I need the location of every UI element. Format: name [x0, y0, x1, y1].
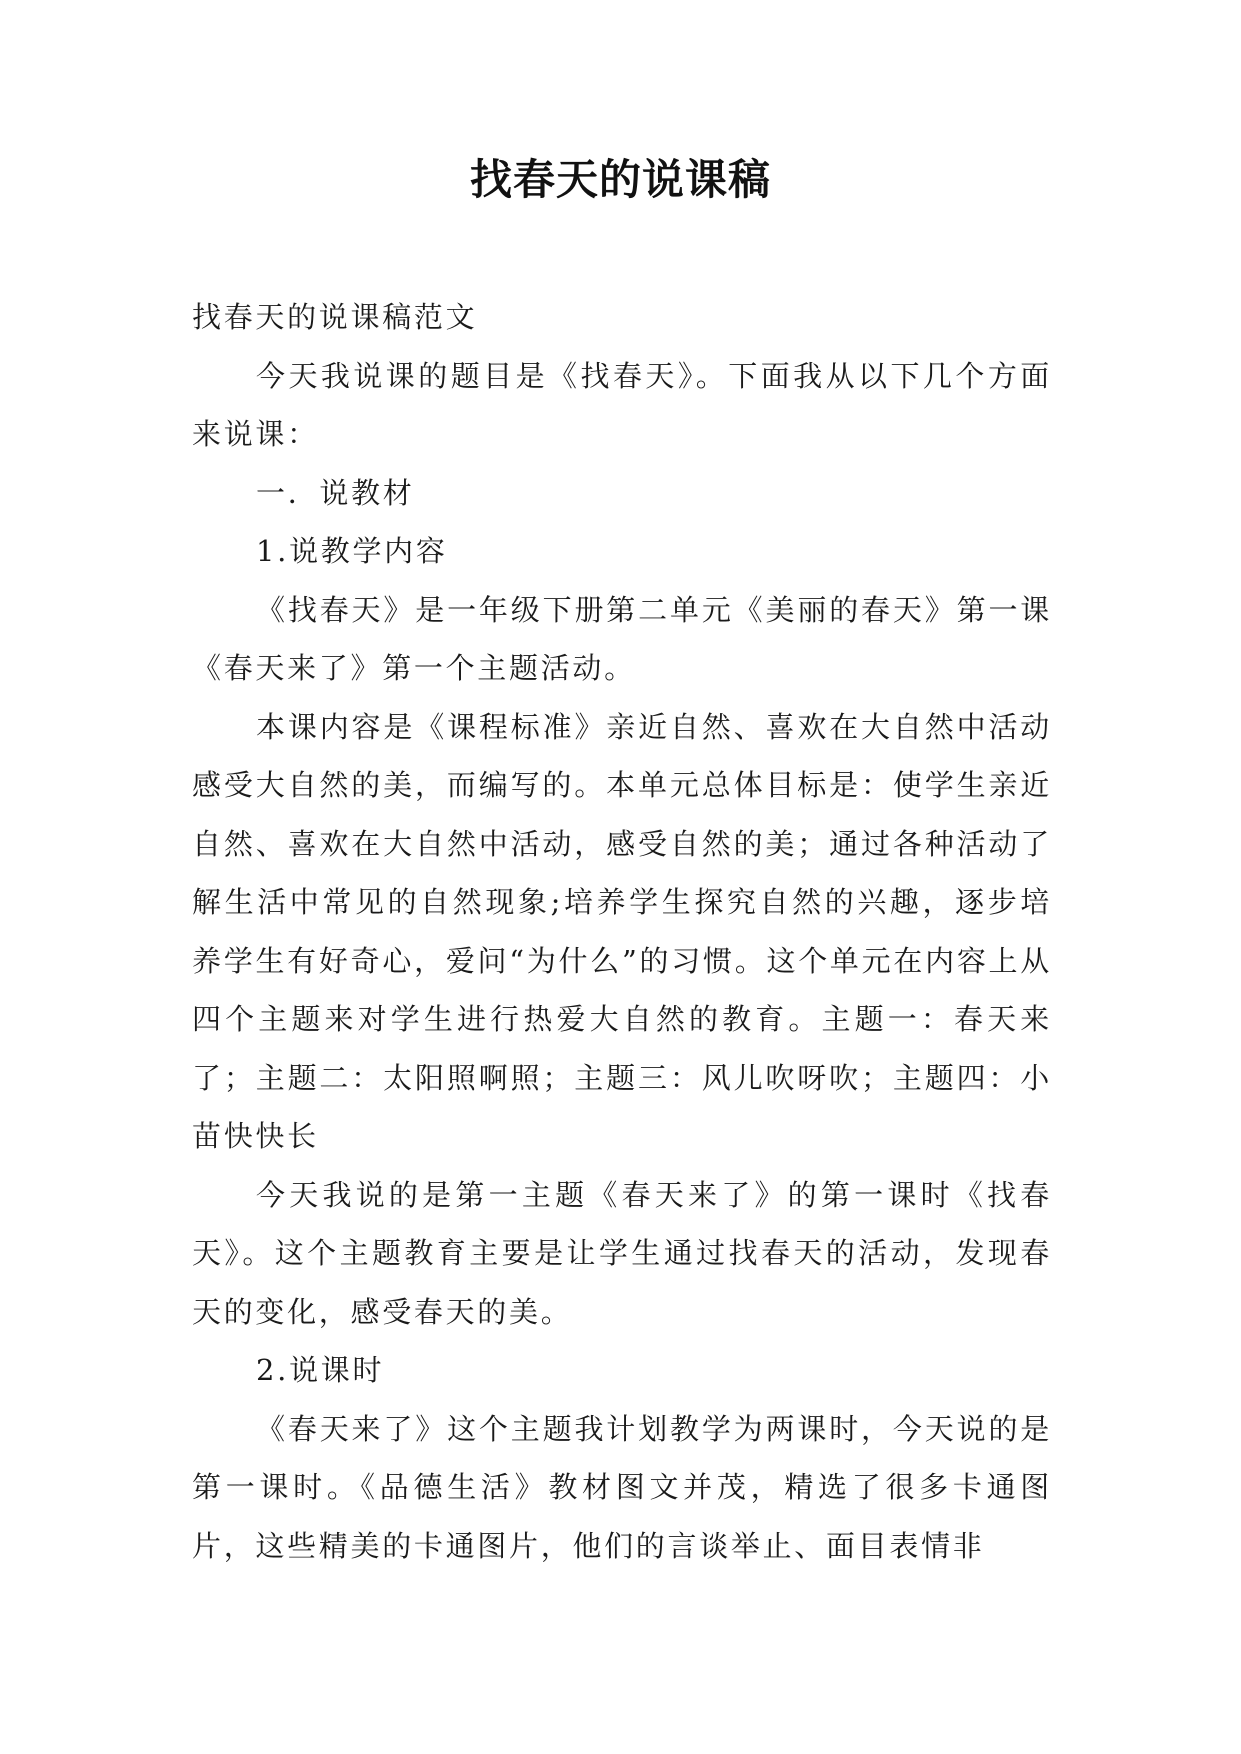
subsection-heading-content: 1.说教学内容 [256, 534, 448, 568]
document-subtitle: 找春天的说课稿范文 [192, 300, 478, 334]
paragraph-intro: 今天我说课的题目是《找春天》。下面我从以下几个方面来说课： [192, 358, 1052, 451]
paragraph-lesson-position: 《找春天》是一年级下册第二单元《美丽的春天》第一课《春天来了》第一个主题活动。 [192, 592, 1052, 685]
document-body [192, 288, 1052, 1575]
paragraph-periods: 《春天来了》这个主题我计划教学为两课时，今天说的是第一课时。《品德生活》教材图文并茂，精选了很多卡通图片，这些精美的卡通图片，他们的言谈举止、面目表情非 [192, 1411, 1052, 1563]
page-title: 找春天的说课稿 [469, 155, 771, 204]
paragraph-unit-goals: 本课内容是《课程标准》亲近自然、喜欢在大自然中活动感受大自然的美，而编写的。本单元总体目标是：使学生亲近自然、喜欢在大自然中活动，感受自然的美；通过各种活动了解生活中常见的自然现象;培养学生探究自然的兴趣，逐步培养学生有好奇心，爱问“为什么”的习惯。这个单元在内容上从四个主题来对学生进行热爱大自然的教育。主题一：春天来了；主题二：太阳照啊照；主题三：风儿吹呀吹；主题四：小苗快快长 [192, 709, 1052, 1153]
subsection-heading-periods: 2.说课时 [256, 1353, 385, 1387]
section-heading-textbook: 一．说教材 [256, 475, 415, 510]
paragraph-today-topic: 今天我说的是第一主题《春天来了》的第一课时《找春天》。这个主题教育主要是让学生通过找春天的活动，发现春天的变化，感受春天的美。 [192, 1177, 1052, 1329]
